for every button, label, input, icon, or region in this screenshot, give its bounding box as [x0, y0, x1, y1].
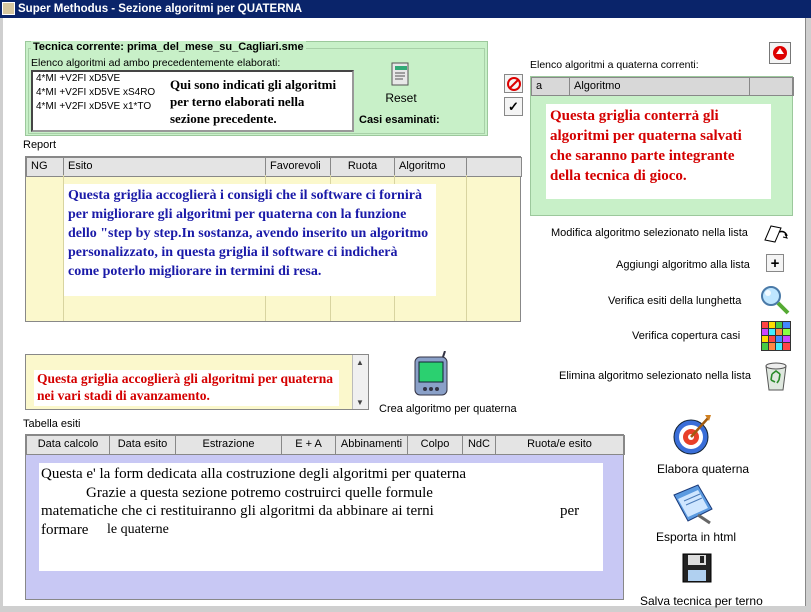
confirm-button[interactable]	[504, 97, 523, 116]
col-colpo[interactable]: Colpo	[408, 436, 463, 454]
edit-arrow-icon	[763, 222, 789, 244]
col-algoritmo[interactable]: Algoritmo	[570, 78, 750, 95]
modifica-label: Modifica algoritmo selezionato nella lista	[551, 227, 748, 239]
col-ng[interactable]: NG	[27, 158, 64, 176]
quaterna-grid[interactable]	[530, 76, 793, 216]
list-item[interactable]: 4*MI +V2FI xD5VE xS4RO	[36, 87, 156, 98]
elabora-label: Elabora quaterna	[657, 462, 750, 476]
check-icon: ✓	[508, 98, 519, 114]
report-grid[interactable]	[25, 156, 521, 322]
salva-button[interactable]	[681, 552, 713, 584]
reset-button[interactable]	[383, 58, 419, 108]
reset-label: Reset	[385, 91, 417, 105]
elabora-button[interactable]	[670, 412, 714, 458]
stadi-scrollbar[interactable]	[352, 355, 368, 409]
window-frame-left	[0, 18, 3, 612]
reset-icon	[389, 61, 413, 89]
quaterna-grid-header	[531, 77, 794, 96]
arrow-up-icon	[772, 45, 788, 61]
title-bar[interactable]	[0, 0, 811, 18]
verifica-esiti-label: Verifica esiti della lunghetta	[608, 295, 742, 307]
tabella-note-line-1: Questa e' la form dedicata alla costruzione degli algoritmi per quaterna	[41, 466, 467, 482]
report-note: Questa griglia accoglierà i consigli che il software ci fornirà per migliorare gli algoritmi per quaterna con la funzione dello "step by step.In sostanza, avendo inserito un algoritmo personalizzato, in questa griglia il software ci indicherà come poterlo migliorare in termini di resa.	[64, 184, 436, 296]
salva-label: Salva tecnica per terno	[640, 594, 763, 608]
stadi-note: Questa griglia accoglierà gli algoritmi per quaterna nei vari stadi di avanzamento.	[34, 370, 339, 406]
list-item[interactable]: 4*MI +V2FI xD5VE x1*TO	[36, 101, 152, 112]
tabella-label: Tabella esiti	[23, 418, 81, 430]
col-abbinamenti[interactable]: Abbinamenti	[336, 436, 408, 454]
floppy-disk-icon	[682, 553, 712, 583]
window-title: Super Methodus - Sezione algoritmi per QUATERNA	[18, 3, 303, 15]
recycle-bin-icon	[762, 360, 790, 392]
magnifier-icon	[758, 284, 792, 316]
tabella-note-line-3: matematiche che ci restituiranno gli algoritmi da abbinare ai terni	[41, 503, 434, 519]
verifica-copertura-button[interactable]	[760, 320, 792, 352]
elimina-label: Elimina algoritmo selezionato nella lista	[559, 370, 751, 382]
tabella-grid[interactable]	[25, 434, 624, 600]
esporta-button[interactable]	[669, 480, 717, 528]
elimina-button[interactable]	[760, 359, 792, 393]
report-grid-col-line	[466, 175, 467, 321]
cancel-button[interactable]	[504, 74, 523, 93]
crea-label: Crea algoritmo per quaterna	[379, 403, 517, 415]
scroll-up-arrow[interactable]: ▲	[356, 357, 364, 367]
move-up-button[interactable]	[769, 42, 791, 64]
tabella-grid-header	[26, 435, 625, 455]
col-data-calcolo[interactable]: Data calcolo	[27, 436, 110, 454]
col-e-a[interactable]: E + A	[282, 436, 336, 454]
esporta-label: Esporta in html	[656, 530, 737, 544]
app-icon	[2, 2, 15, 15]
stadi-grid[interactable]	[25, 354, 369, 410]
tabella-note-line-3b: per	[560, 503, 580, 519]
color-grid-icon	[761, 321, 791, 351]
col-estrazione[interactable]: Estrazione	[176, 436, 282, 454]
col-ruota[interactable]: Ruota	[331, 158, 395, 176]
modifica-button[interactable]	[762, 220, 790, 246]
window-frame-right	[805, 18, 811, 612]
tecnica-list-label: Elenco algoritmi ad ambo precedentemente elaborati:	[31, 57, 281, 69]
verifica-copertura-label: Verifica copertura casi	[632, 330, 741, 342]
aggiungi-label: Aggiungi algoritmo alla lista	[616, 259, 750, 271]
aggiungi-button[interactable]	[766, 254, 784, 272]
target-icon	[671, 413, 713, 457]
quaterna-note: Questa griglia conterrả gli algoritmi per quaterna salvati che saranno parte integrante della tecnica di gioco.	[546, 104, 771, 199]
scroll-down-arrow[interactable]: ▼	[356, 397, 364, 407]
tabella-note-line-2: Grazie a questa sezione potremo costruirci quelle formule	[86, 485, 433, 501]
export-book-icon	[670, 481, 716, 527]
col-ndc[interactable]: NdC	[463, 436, 496, 454]
crea-button[interactable]	[409, 350, 453, 398]
col-data-esito[interactable]: Data esito	[110, 436, 176, 454]
tecnica-legend: Tecnica corrente: prima_del_mese_su_Cagliari.sme	[33, 41, 304, 53]
plus-icon: +	[770, 254, 780, 272]
verifica-esiti-button[interactable]	[757, 283, 793, 317]
quaterna-list-label: Elenco algoritmi a quaterna correnti:	[530, 59, 699, 71]
col-favorevoli[interactable]: Favorevoli	[266, 158, 331, 176]
col-a[interactable]: a	[532, 78, 570, 95]
pda-icon	[411, 351, 451, 397]
terni-note: Qui sono indicati gli algoritmi per terno elaborati nella sezione precedente.	[170, 77, 337, 126]
tabella-note	[39, 463, 603, 571]
report-label: Report	[23, 139, 57, 151]
list-item[interactable]: 4*MI +V2FI xD5VE	[36, 73, 121, 84]
no-entry-icon	[507, 77, 521, 91]
report-grid-header	[26, 157, 522, 177]
col-algoritmo[interactable]: Algoritmo	[395, 158, 467, 176]
casi-label: Casi esaminati:	[359, 114, 440, 126]
col-ruota-esito[interactable]: Ruota/e esito	[496, 436, 624, 454]
terni-listbox[interactable]	[31, 70, 354, 132]
tabella-note-line-4b: le quaterne	[107, 522, 169, 537]
col-extra	[750, 78, 793, 95]
tabella-note-line-4a: formare	[41, 522, 89, 538]
col-esito[interactable]: Esito	[64, 158, 266, 176]
